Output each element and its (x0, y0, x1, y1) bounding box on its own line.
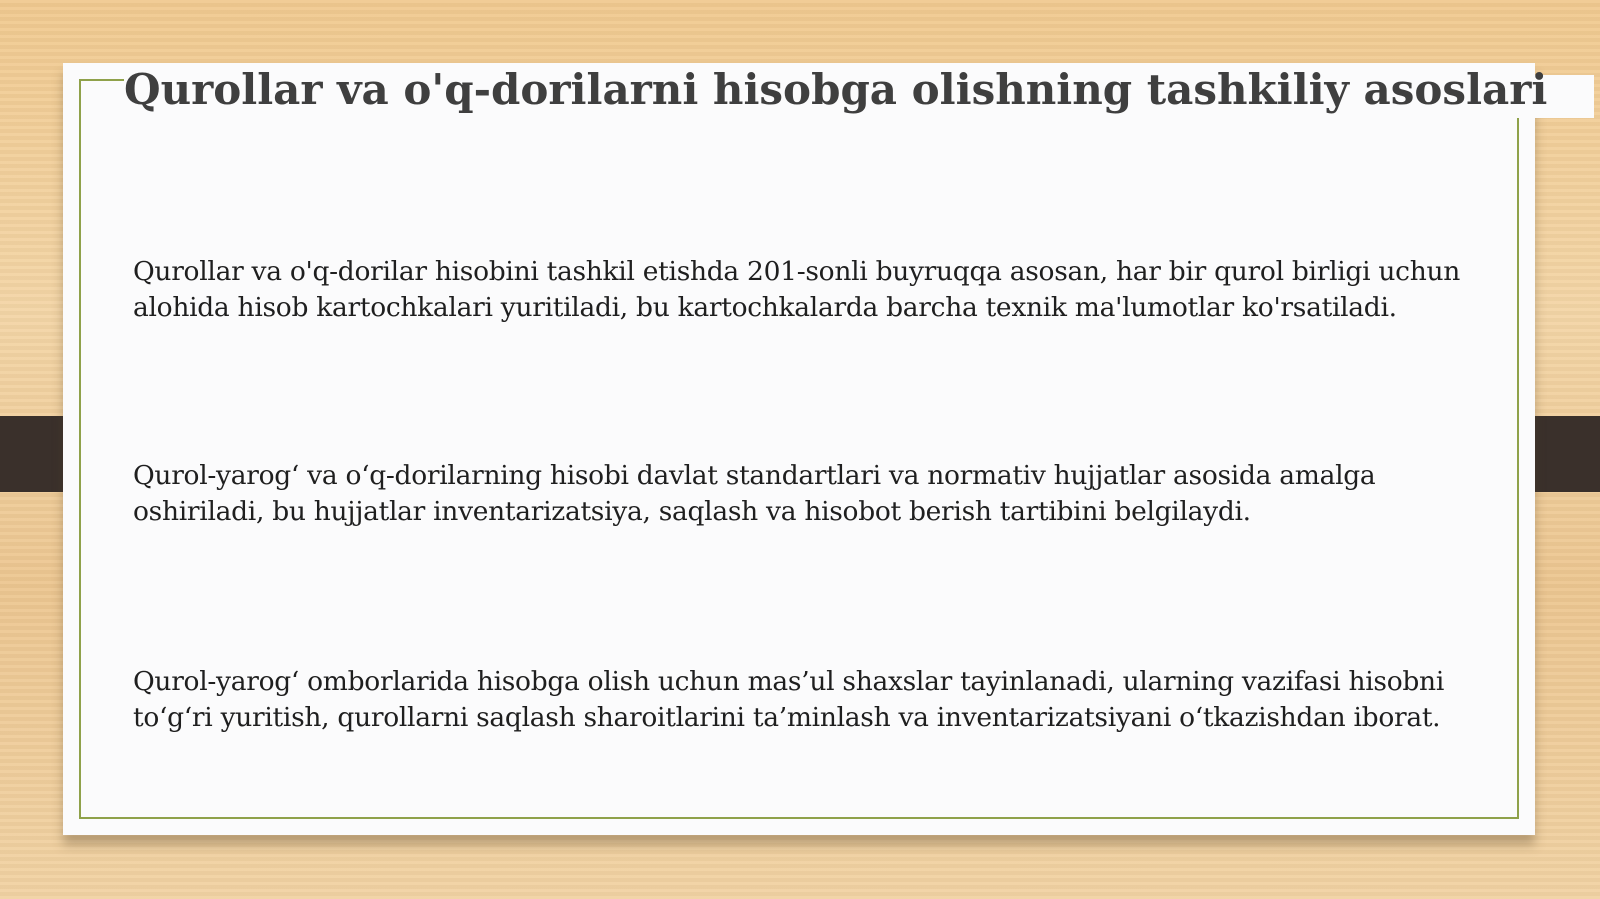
paragraph-3: Qurol-yarog‘ omborlarida hisobga olish uchun mas’ul shaxslar tayinlanadi, ularning vazifasi hisobni to‘g‘ri yuritish, qurollarni saqlash sharoitlarini ta’minlash va inventarizatsiyani o‘tkazishdan iborat. (133, 666, 1444, 733)
paragraph-1: Qurollar va o'q-dorilar hisobini tashkil etishda 201-sonli buyruqqa asosan, har bir qurol birligi uchun alohida hisob kartochkalari yuritiladi, bu kartochkalarda barcha texnik ma'lumotlar ko'rsatiladi. (133, 256, 1460, 323)
paragraph-2: Qurol-yarog‘ va o‘q-dorilarning hisobi davlat standartlari va normativ hujjatlar asosida amalga oshiriladi, bu hujjatlar inventarizatsiya, saqlash va hisobot berish tartibini belgilaydi. (133, 460, 1376, 527)
slide-title: Qurollar va o'q-dorilarni hisobga olishning tashkiliy asoslari (124, 62, 1594, 118)
